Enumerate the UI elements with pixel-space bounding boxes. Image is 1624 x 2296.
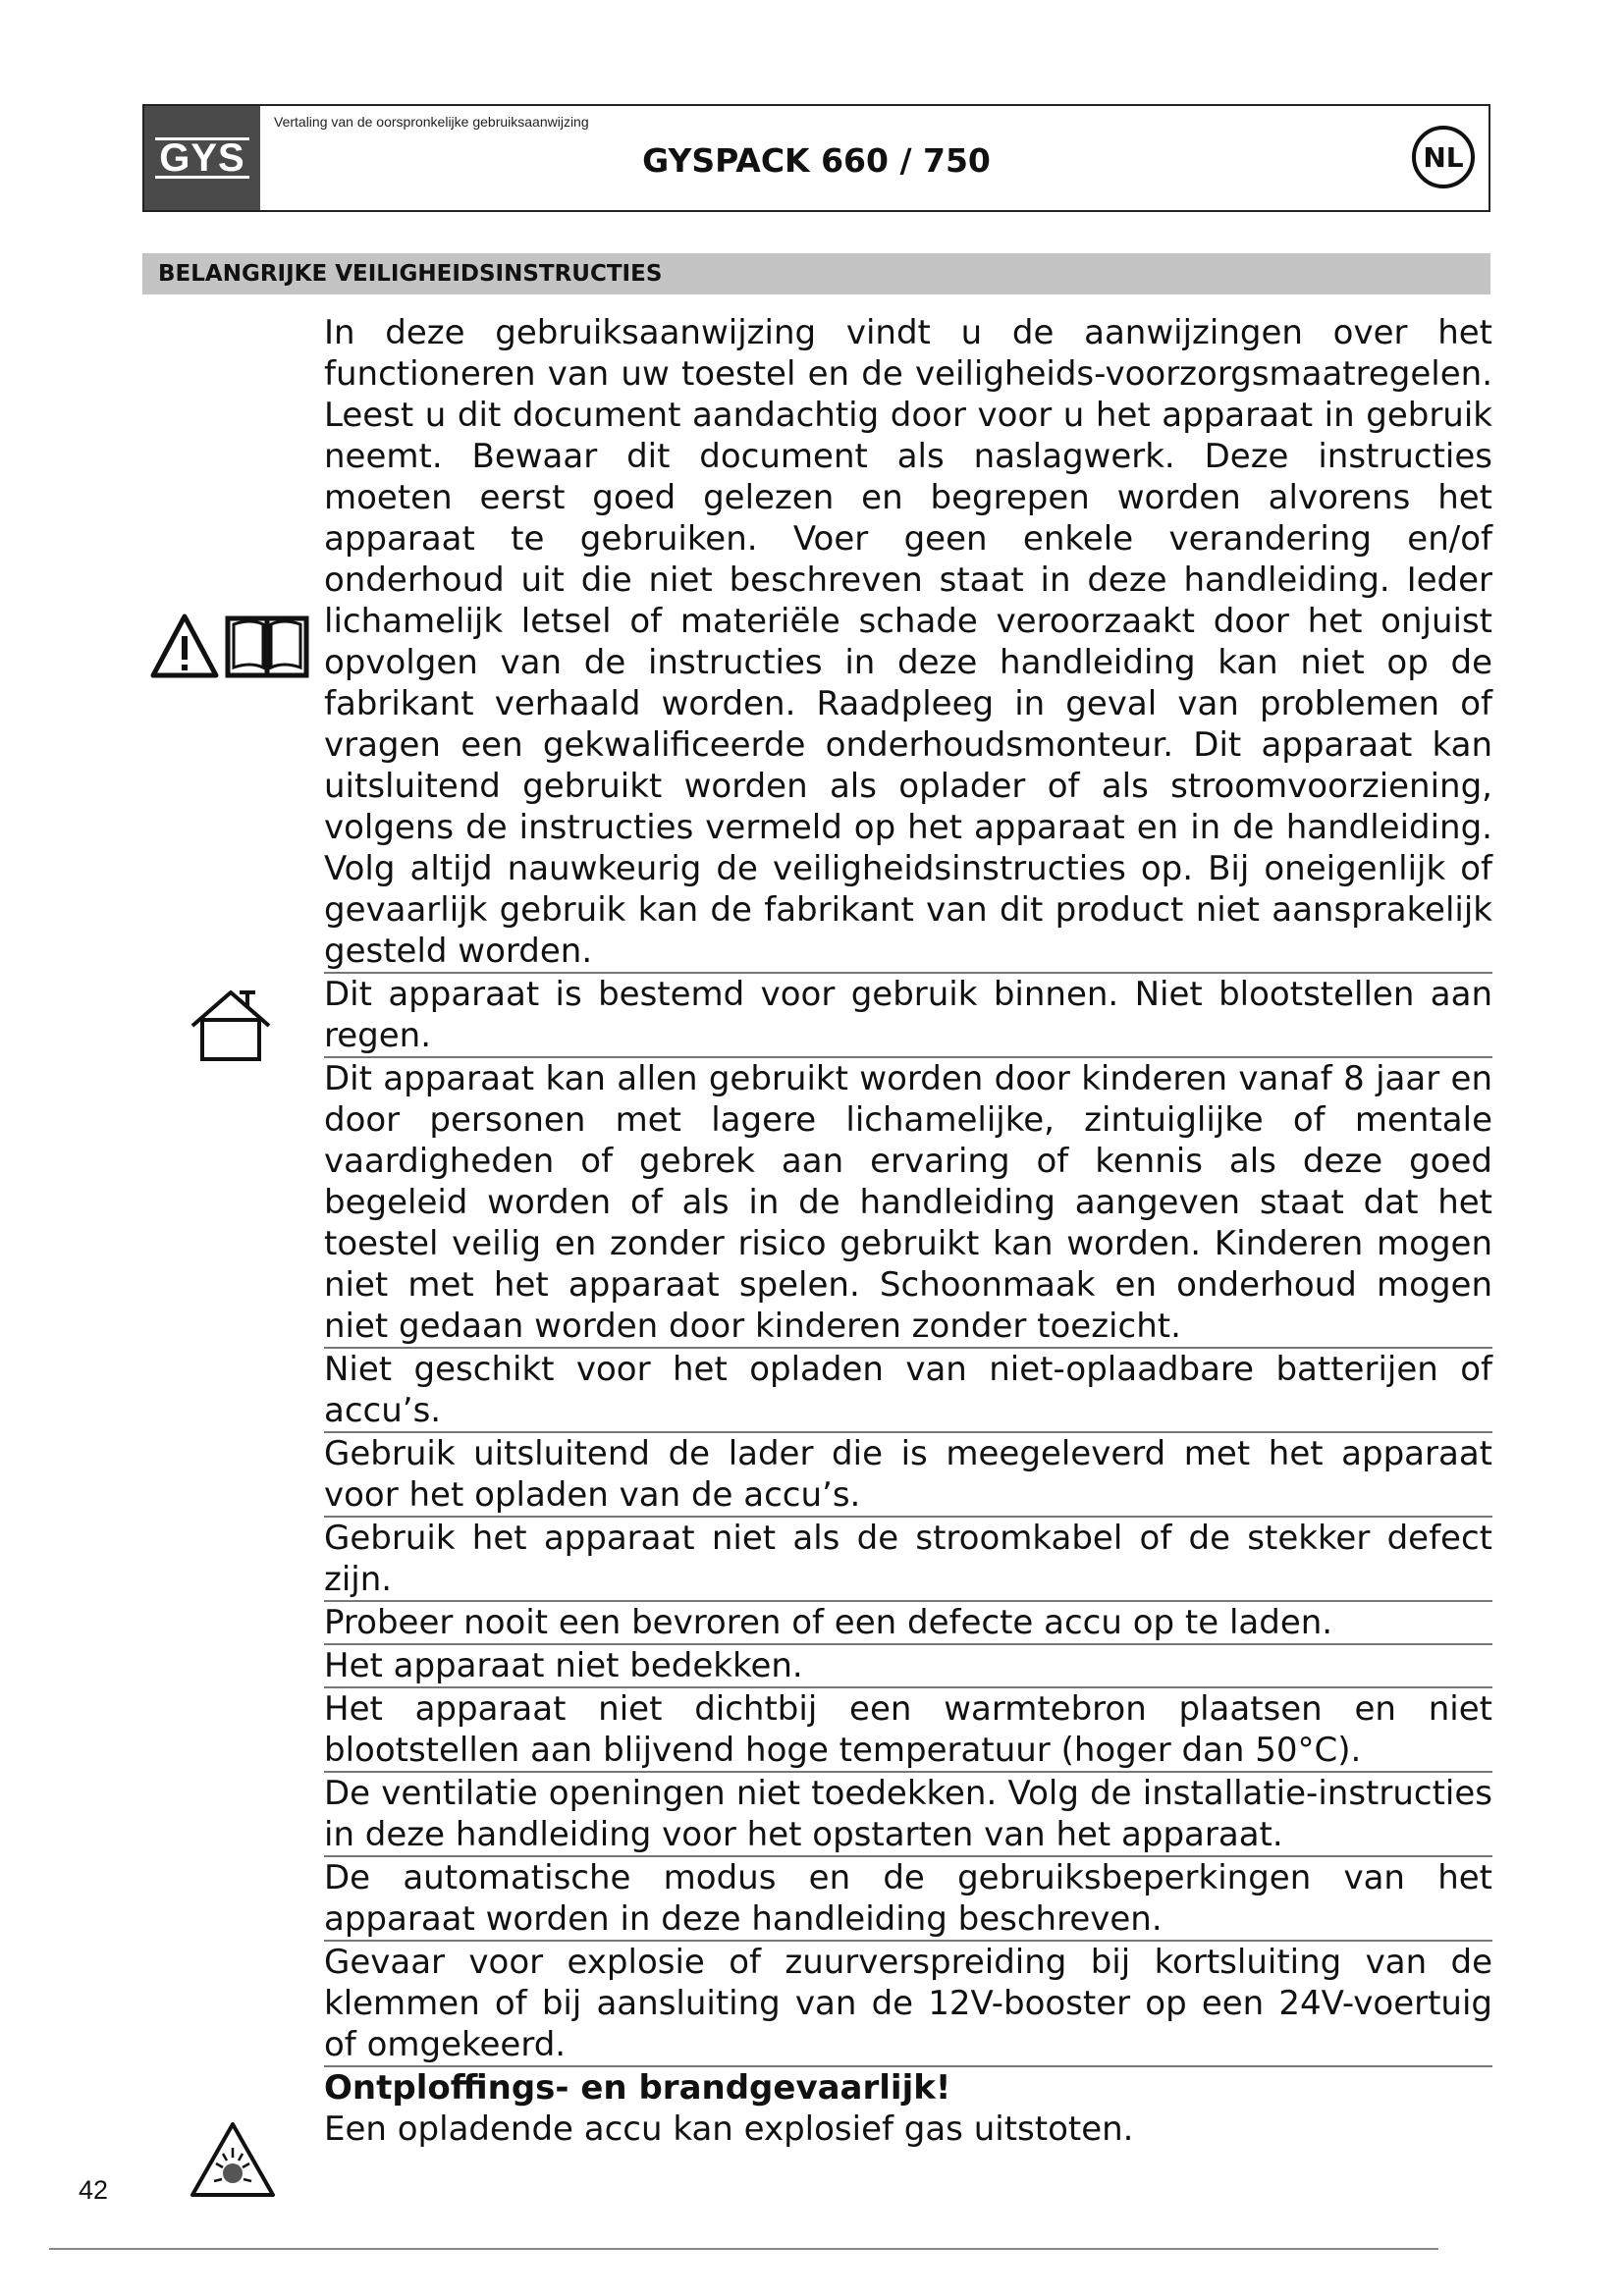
page-number: 42 <box>79 2175 109 2205</box>
section-title: BELANGRIJKE VEILIGHEIDSINSTRUCTIES <box>142 253 1490 294</box>
automatic-mode-text: De automatische modus en de gebruiksbeperkingen van het apparaat worden in deze handleiding beschreven. <box>324 1857 1492 1942</box>
intro-paragraph: In deze gebruiksaanwijzing vindt u de aanwijzingen over het functioneren van uw toestel en de veiligheids-voorzorgsmaatregelen. Leest u dit document aandachtig door voor u het apparaat in gebruik neemt. Bewaar dit document als naslagwerk. Deze instructies moeten eerst goed gelezen en begrepen worden alvorens het apparaat te gebruiken. Voer geen enkele verandering en/of onderhoud uit die niet beschreven staat in deze handleiding. Ieder lichamelijk letsel of materiële schade veroorzaakt door het onjuist opvolgen van de instructies in deze handleiding kan niet op de fabrikant verhaald worden. Raadpleeg in geval van problemen of vragen een gekwalificeerde onderhoudsmonteur. Dit apparaat kan uitsluitend gebruikt worden als oplader of als stroomvoorziening, volgens de instructies vermeld op het apparaat en in de handleiding. Volg altijd nauwkeurig de veiligheidsinstructies op. Bij oneigenlijk of gevaarlijk gebruik kan de fabrikant van dit product niet aansprakelijk gesteld worden. <box>324 312 1492 974</box>
translation-note: Vertaling van de oorspronkelijke gebruiksaanwijzing <box>274 114 589 130</box>
ventilation-text: De ventilatie openingen niet toedekken. Volg de installatie-instructies in deze handleiding voor het opstarten van het apparaat. <box>324 1773 1492 1857</box>
do-not-cover-text: Het apparaat niet bedekken. <box>324 1645 1492 1688</box>
footer-rule <box>49 2248 1438 2250</box>
explosion-text: Een opladende accu kan explosief gas uitstoten. <box>324 2109 1134 2149</box>
frozen-battery-text: Probeer nooit een bevroren of een defecte accu op te laden. <box>324 1602 1492 1645</box>
children-text: Dit apparaat kan allen gebruikt worden door kinderen vanaf 8 jaar en door personen met lagere lichamelijke, zintuiglijke of mentale vaardigheden of gebrek aan ervaring of kennis als deze goed begeleid worden of als in de handleiding aangeven staat dat het toestel veilig en zonder risico gebruikt kan worden. Kinderen mogen niet met het apparaat spelen. Schoonmaak en onderhoud mogen niet gedaan worden door kinderen zonder toezicht. <box>324 1058 1492 1349</box>
indoor-use-text: Dit apparaat is bestemd voor gebruik binnen. Niet blootstellen aan regen. <box>324 974 1492 1058</box>
defective-cable-text: Gebruik het apparaat niet als de stroomkabel of de stekker defect zijn. <box>324 1518 1492 1602</box>
logo-text: GYS <box>155 137 248 179</box>
instructions-column <box>324 312 1492 2150</box>
warning-manual-icon <box>149 611 316 681</box>
explosion-warning-icon <box>189 2120 277 2199</box>
language-badge: NL <box>1412 126 1475 188</box>
explosion-short-circuit-text: Gevaar voor explosie of zuurverspreiding bij kortsluiting van de klemmen of bij aansluiting van de 12V-booster op een 24V-voertuig of omgekeerd. <box>324 1942 1492 2067</box>
warning-triangle-icon <box>153 616 216 675</box>
document-title: GYSPACK 660 / 750 <box>642 141 991 180</box>
heat-source-text: Het apparaat niet dichtbij een warmtebron plaatsen en niet blootstellen aan blijvend hoge temperatuur (hoger dan 50°C). <box>324 1688 1492 1773</box>
explosion-block <box>324 2067 1492 2150</box>
book-icon <box>228 618 306 675</box>
non-rechargeable-text: Niet geschikt voor het opladen van niet-oplaadbare batterijen of accu’s. <box>324 1349 1492 1433</box>
charger-only-text: Gebruik uitsluitend de lader die is meegeleverd met het apparaat voor het opladen van de accu’s. <box>324 1433 1492 1518</box>
indoor-use-icon <box>189 987 273 1063</box>
header-box <box>142 104 1490 212</box>
explosion-heading: Ontploffings- en brandgevaarlijk! <box>324 2068 951 2108</box>
